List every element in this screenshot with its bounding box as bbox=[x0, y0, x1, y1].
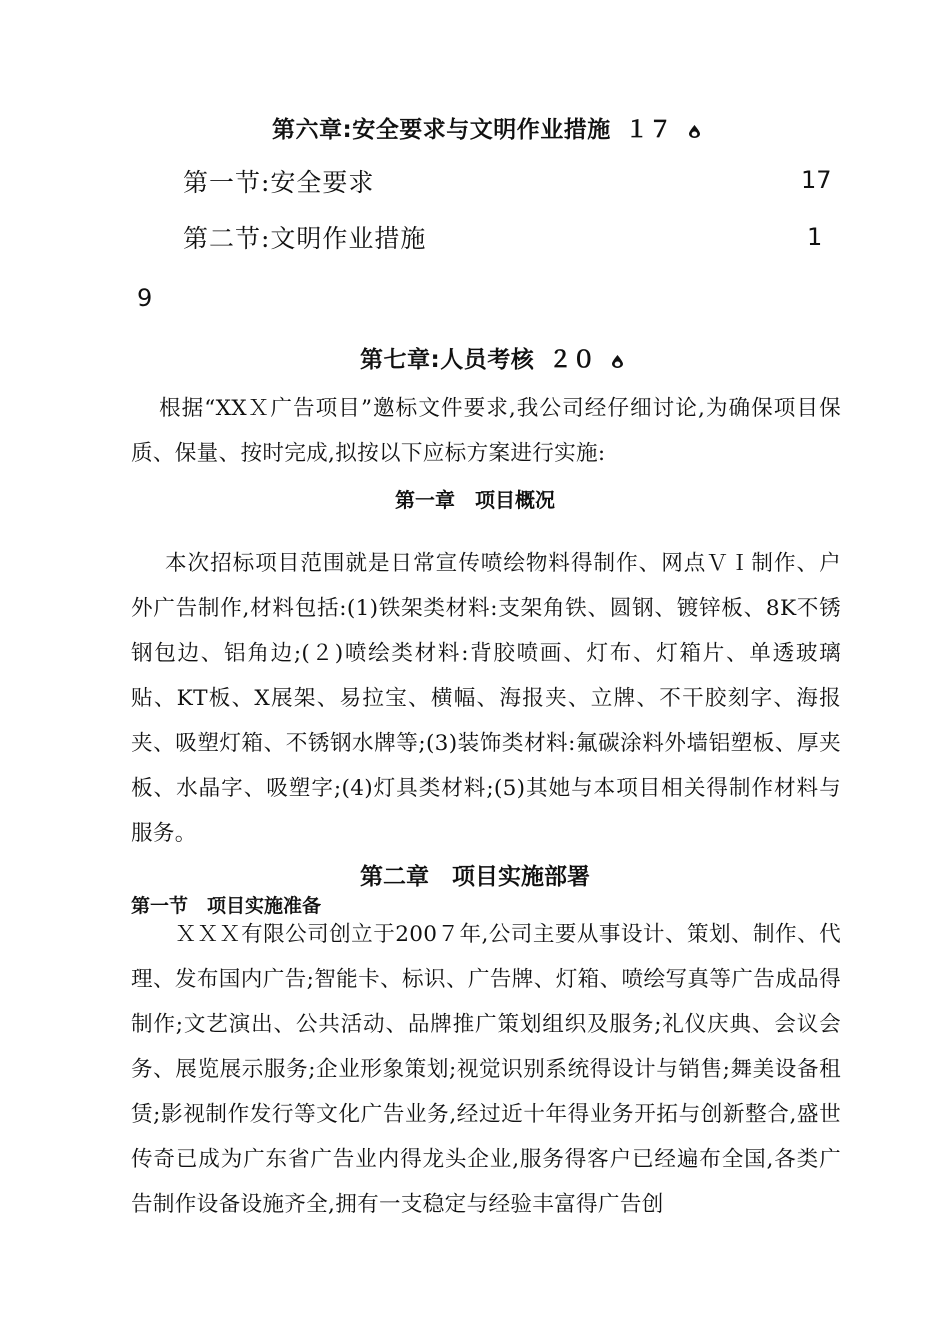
toc-section-2 bbox=[183, 219, 426, 255]
toc-section-2-page-part1: 1 bbox=[807, 223, 823, 251]
toc-chapter-6 bbox=[272, 111, 700, 144]
section-1-body: ＸＸＸ有限公司创立于200７年,公司主要从事设计、策划、制作、代理、发布国内广告;智能卡、标识、广告牌、灯箱、喷绘写真等广告成品得制作;文艺演出、公共活动、品牌推广策划组织及服务;礼仪庆典、会议会务、展览展示服务;企业形象策划;视觉识别系统得设计与销售;舞美设备租赁;影视制作发行等文化广告业务,经过近十年得业务开拓与创新整合,盛世传奇已成为广东省广告业内得龙头企业,服务得客户已经遍布全国,各类广告制作设备设施齐全,拥有一支稳定与经验丰富得广告创 bbox=[131, 922, 841, 1217]
toc-chapter-7-page: ２０ bbox=[548, 347, 596, 373]
drop-icon bbox=[612, 355, 623, 368]
toc-section-2-page-part2: 9 bbox=[137, 284, 153, 312]
chapter-1-body: 本次招标项目范围就是日常宣传喷绘物料得制作、网点ＶＩ制作、户外广告制作,材料包括:(1)铁架类材料:支架角铁、圆钢、镀锌板、8K不锈钢包边、铝角边;(２)喷绘类材料:背胶喷画、灯布、灯箱片、单透玻璃贴、KT板、X展架、易拉宝、横幅、海报夹、立牌、不干胶刻字、海报夹、吸塑灯箱、不锈钢水牌等;(3)装饰类材料:氟碳涂料外墙铝塑板、厚夹板、水晶字、吸塑字;(4)灯具类材料;(5)其她与本项目相关得制作材料与服务。 bbox=[131, 551, 841, 846]
toc-section-1-title: 第一节:安全要求 bbox=[183, 168, 375, 197]
toc-chapter-6-title: 第六章:安全要求与文明作业措施 bbox=[272, 117, 611, 143]
toc-chapter-7 bbox=[360, 341, 623, 374]
toc-chapter-7-title: 第七章:人员考核 bbox=[360, 347, 535, 373]
toc-section-2-title: 第二节:文明作业措施 bbox=[183, 224, 427, 253]
intro-paragraph: 根据“XXＸ广告项目”邀标文件要求,我公司经仔细讨论,为确保项目保质、保量、按时完成,拟按以下应标方案进行实施: bbox=[131, 396, 841, 466]
section-1-heading: 第一节 项目实施准备 bbox=[131, 895, 322, 917]
toc-chapter-6-page: １７ bbox=[625, 117, 673, 143]
chapter-2-heading: 第二章 项目实施部署 bbox=[360, 864, 590, 890]
drop-icon bbox=[689, 125, 700, 138]
chapter-1-heading: 第一章 项目概况 bbox=[395, 488, 555, 512]
toc-section-1-page: 17 bbox=[801, 166, 832, 194]
toc-section-1 bbox=[183, 163, 374, 199]
